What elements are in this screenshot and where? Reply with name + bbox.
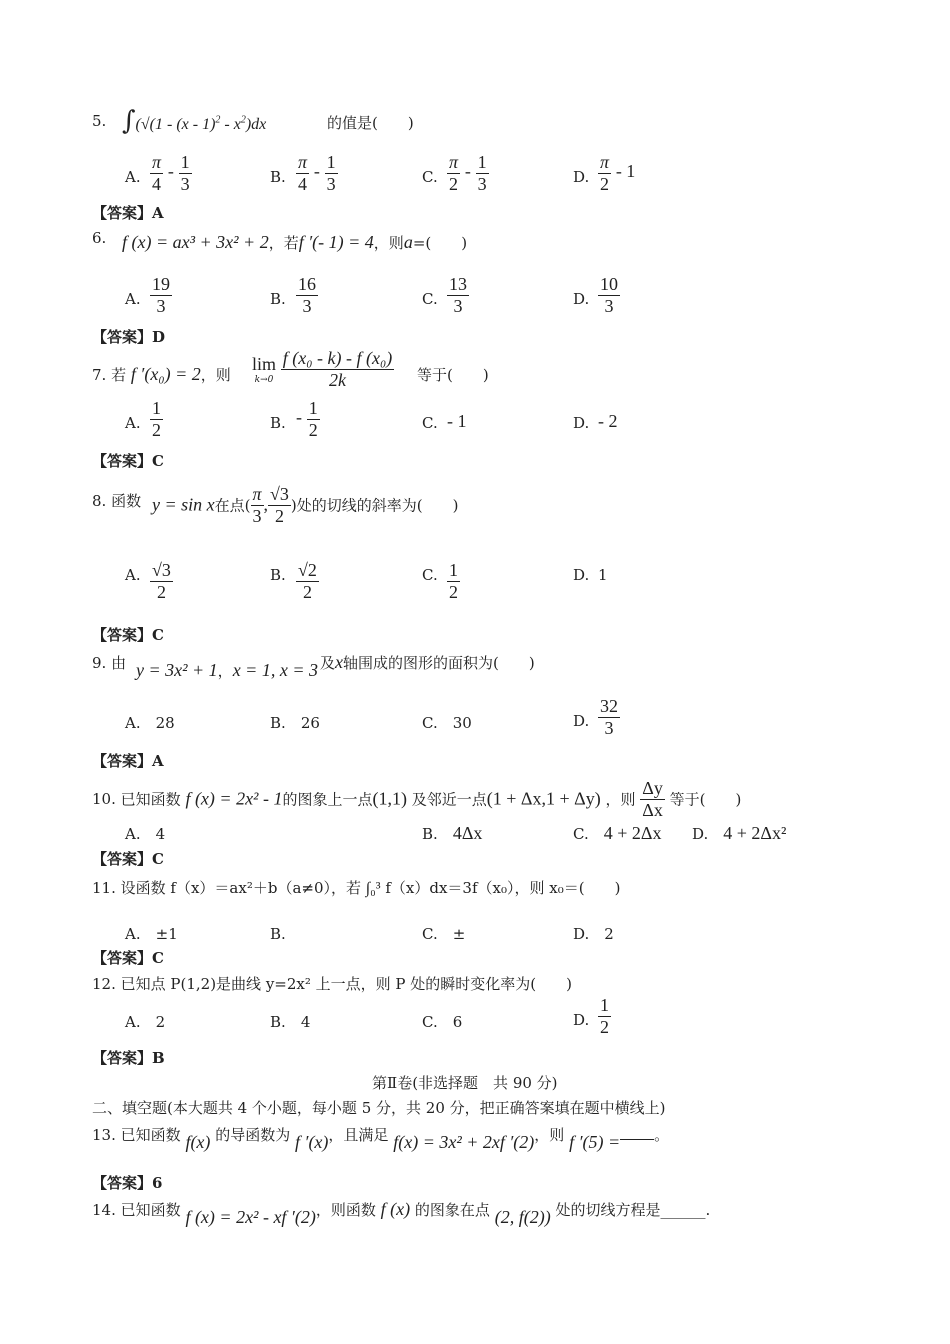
answer: 【答案】C (92, 850, 164, 868)
option-a: A. 2 (125, 1013, 166, 1031)
question-12-stem: 12. 已知点 P(1,2)是曲线 y=2x² 上一点，则 P 处的瞬时变化率为( ) (92, 975, 572, 993)
option-d-value: $\frac{10}{3}$ (600, 274, 618, 316)
option-a-label: A. (125, 566, 141, 584)
option-a-label: A. (125, 168, 141, 186)
option-c-label: C. (422, 414, 438, 432)
answer: 【答案】C (92, 452, 164, 470)
option-d-value: - 2 (598, 411, 618, 431)
option-b: B. 4Δx (422, 823, 483, 843)
question-14-stem: 14. 已知函数 f (x) = 2x² - xf ′(2)，则函数 f (x) 的图象在点 (2, f(2)) 处的切线方程是______. (92, 1199, 711, 1227)
question-number: 8. 函数 (92, 492, 142, 510)
option-a-value: $\frac{1}{2}$ (152, 398, 161, 440)
answer: 【答案】C (92, 626, 164, 644)
option-d-value: $\frac{\pi}{2}$ - 1 (600, 152, 636, 194)
answer: 【答案】A (92, 204, 164, 222)
option-a: A. 4 (125, 825, 166, 843)
option-b-value: $\frac{\pi}{4}$ - $\frac{1}{3}$ (298, 152, 336, 194)
option-b-label: B. (270, 168, 286, 186)
option-c-value: $\frac{\pi}{2}$ - $\frac{1}{3}$ (449, 152, 487, 194)
option-b-value: - $\frac{1}{2}$ (296, 398, 318, 440)
option-d-value: 1 (598, 566, 608, 584)
option-c-label: C. (422, 566, 438, 584)
option-c: C. ± (422, 925, 466, 943)
option-b: B. (270, 925, 286, 943)
option-c-value: $\frac{1}{2}$ (449, 560, 458, 602)
option-b-value: $\frac{16}{3}$ (298, 274, 316, 316)
option-c-value: - 1 (447, 411, 467, 431)
section-title: 第Ⅱ卷(非选择题 共 90 分) (372, 1074, 558, 1092)
option-d-label: D. (573, 566, 590, 584)
option-a: A. ±1 (125, 925, 178, 943)
option-c-value: $\frac{13}{3}$ (449, 274, 467, 316)
integral-expression: $\int(√(1 - (x - 1)^2 - x^2)dx$ (122, 106, 267, 136)
option-b-value: $\frac{√2}{2}$ (298, 560, 317, 602)
question-text: 等于( ) (417, 366, 489, 384)
question-10-stem: 10. 已知函数 f (x) = 2x² - 1的图象上一点(1,1) 及邻近一点(1 + Δx,1 + Δy) ，则 $\frac{\Delta y}{\Delta x}$ 等于( ) (92, 778, 742, 820)
section-subtitle: 二、填空题(本大题共 4 个小题，每小题 5 分，共 20 分，把正确答案填在题中横线上) (92, 1099, 666, 1117)
answer: 【答案】C (92, 949, 164, 967)
question-9-expression: y = 3x² + 1，x = 1, x = 3 (136, 660, 318, 680)
option-d-value: $\frac{32}{3}$ (600, 696, 618, 738)
limit-expression: lim k→0 $\frac{\text{f (x₀ - k) - f (x₀)}}{2k}$ (252, 348, 393, 390)
option-c-label: C. (422, 290, 438, 308)
option-a-label: A. (125, 414, 141, 432)
answer: 【答案】B (92, 1049, 165, 1067)
option-d-label: D. (573, 712, 590, 730)
question-6-stem: f (x) = ax³ + 3x² + 2，若f ′(- 1) = 4，则a=( ) (122, 232, 468, 252)
question-number: 5. (92, 112, 107, 130)
option-c-label: C. (422, 168, 438, 186)
answer: 【答案】6 (92, 1174, 163, 1192)
option-a-value: $\frac{\pi}{4}$ - $\frac{1}{3}$ (152, 152, 190, 194)
option-d-value: $\frac{1}{2}$ (600, 995, 609, 1037)
option-b-label: B. (270, 290, 286, 308)
option-a-label: A. 28 (125, 714, 175, 732)
option-d-label: D. (573, 168, 590, 186)
option-d: D. 4 + 2Δx² (692, 823, 787, 843)
option-a-value: $\frac{19}{3}$ (152, 274, 170, 316)
option-d: D. 2 (573, 925, 614, 943)
option-d-label: D. (573, 1011, 590, 1029)
option-c: C. 6 (422, 1013, 463, 1031)
question-number: 6. (92, 229, 107, 247)
option-c: C. 4 + 2Δx (573, 823, 662, 843)
question-8-expression: y = sin x在点( $\frac{\pi}{3}$ , $\frac{√3}{2}$ )处的切线的斜率为( ) (152, 484, 459, 526)
option-b-label: B. 26 (270, 714, 320, 732)
answer: 【答案】D (92, 328, 166, 346)
option-c-label: C. 30 (422, 714, 472, 732)
question-number: 9. 由 (92, 654, 127, 672)
option-b: B. 4 (270, 1013, 311, 1031)
question-text: 及x轴围成的图形的面积为( ) (320, 652, 535, 672)
answer-blank[interactable] (620, 1139, 654, 1140)
option-b-label: B. (270, 566, 286, 584)
integral-sign: ∫ (122, 106, 136, 136)
option-b-label: B. (270, 414, 286, 432)
option-d-label: D. (573, 414, 590, 432)
option-a-value: $\frac{√3}{2}$ (152, 560, 171, 602)
question-7-stem: 7. 若 f ′(x₀) = 2，则 (92, 364, 231, 384)
question-text: 的值是( ) (327, 114, 414, 132)
question-11-stem: 11. 设函数 f（x）＝ax²＋b（a≠0），若 ∫₀³ f（x）dx＝3f（x₀），则 x₀＝( ) (92, 879, 621, 897)
question-5 (92, 112, 106, 130)
option-d-label: D. (573, 290, 590, 308)
option-a-label: A. (125, 290, 141, 308)
answer: 【答案】A (92, 752, 164, 770)
question-13-stem: 13. 已知函数 f(x) 的导函数为 f ′(x)，且满足 f(x) = 3x² + 2xf ′(2)，则 f ′(5) = 。 (92, 1126, 670, 1152)
